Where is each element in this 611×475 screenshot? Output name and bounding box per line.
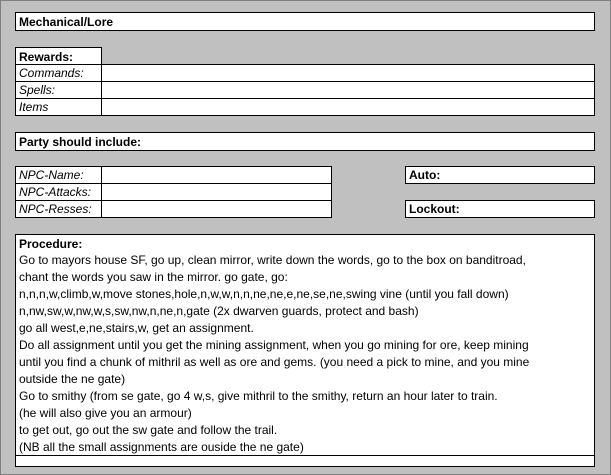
npc-name-value-cell — [101, 166, 332, 184]
commands-label: Commands: — [19, 66, 84, 80]
spells-label: Spells: — [19, 83, 56, 97]
procedure-line: until you find a chunk of mithril as well as ore and gems. (you need a pick to mine, and you mine — [19, 355, 530, 369]
procedure-line: (NB all the small assignments are ouside the ne gate) — [19, 440, 304, 454]
procedure-line: chant the words you saw in the mirror. go gate, go: — [19, 270, 288, 284]
procedure-line: Do all assignment until you get the mining assignment, when you go mining for ore, keep mining — [19, 338, 529, 352]
procedure-line: n,nw,sw,w,nw,w,s,sw,nw,n,ne,n,gate (2x dwarven guards, protect and bash) — [19, 304, 419, 318]
page-title: Mechanical/Lore — [19, 15, 114, 29]
npc-name-label: NPC-Name: — [19, 168, 84, 182]
procedure-line: Go to smithy (from se gate, go 4 w,s, give mithril to the smithy, return an hour later to train. — [19, 389, 498, 403]
npc-attacks-label-cell — [15, 183, 102, 201]
procedure-line: go all west,e,ne,stairs,w, get an assignment. — [19, 321, 254, 335]
auto-label: Auto: — [409, 168, 441, 182]
procedure-line: to get out, go out the sw gate and follow the trail. — [19, 423, 278, 437]
commands-label-cell — [15, 64, 102, 82]
rewards-label-cell — [15, 47, 102, 65]
procedure-label: Procedure: — [19, 237, 83, 251]
spells-value-cell — [101, 81, 595, 99]
procedure-line: Go to mayors house SF, go up, clean mirror, write down the words, go to the box on banditroad, — [19, 253, 526, 267]
party-header-cell — [15, 132, 595, 151]
title-cell — [15, 12, 595, 31]
rewards-label: Rewards: — [19, 50, 74, 64]
npc-resses-value-cell — [101, 200, 332, 218]
npc-attacks-label: NPC-Attacks: — [19, 185, 92, 199]
procedure-line: outside the ne gate) — [19, 372, 126, 386]
lockout-cell — [405, 200, 595, 218]
items-label-cell — [15, 98, 102, 116]
items-label: Items — [19, 100, 49, 114]
party-label: Party should include: — [19, 135, 142, 149]
auto-cell — [405, 166, 595, 184]
bottom-empty-cell — [15, 455, 595, 467]
procedure-line: n,n,n,w,climb,w,move stones,hole,n,w,w,n,n,ne,ne,e,ne,se,ne,swing vine (until you fall down) — [19, 287, 509, 301]
procedure-line: (he will also give you an armour) — [19, 406, 192, 420]
npc-resses-label: NPC-Resses: — [19, 202, 92, 216]
procedure-cell — [15, 234, 595, 456]
commands-value-cell — [101, 64, 595, 82]
items-value-cell — [101, 98, 595, 116]
spells-label-cell — [15, 81, 102, 99]
npc-resses-label-cell — [15, 200, 102, 218]
lockout-label: Lockout: — [409, 202, 460, 216]
npc-attacks-value-cell — [101, 183, 332, 201]
npc-name-label-cell — [15, 166, 102, 184]
